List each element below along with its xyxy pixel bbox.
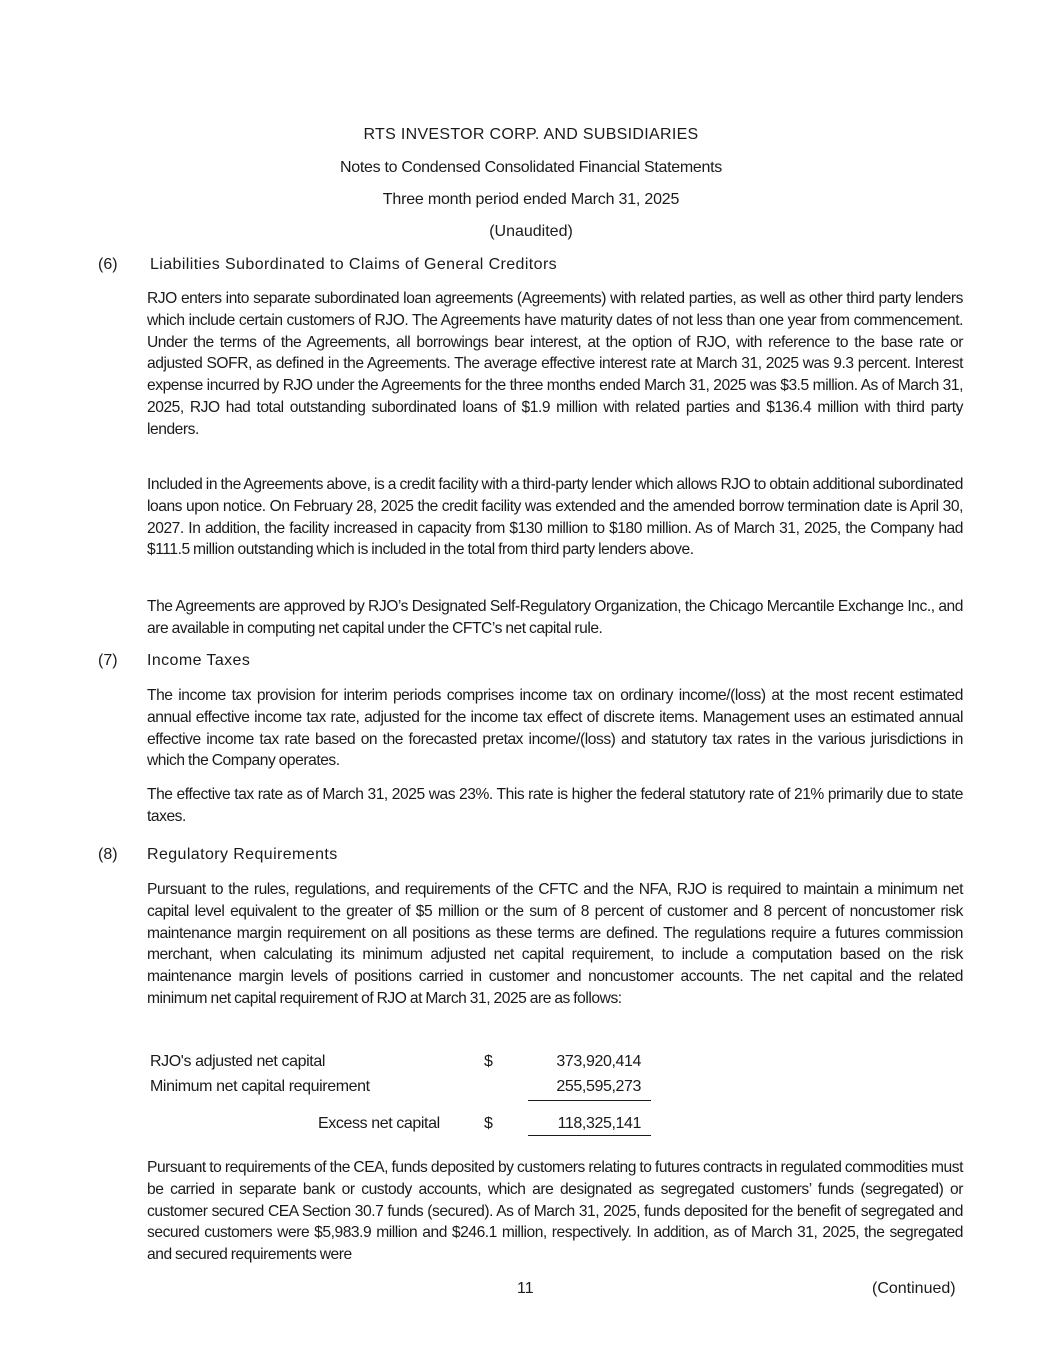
subtotal-rule: [528, 1100, 651, 1101]
total-label: Excess net capital: [318, 1115, 440, 1132]
section-number: (7): [98, 652, 118, 669]
paragraph: Included in the Agreements above, is a credit facility with a third-party lender which allows RJO to obtain additional subordinated loans upon notice. On February 28, 2025 the credit facility was extended and the amended borrow termination date is April 30, 2027. In addition, the facility increased in capacity from $130 million to $180 million. As of March 31, 2025, the Company had $111.5 million outstanding which is included in the total from third party lenders above.: [147, 476, 963, 559]
section-title: Liabilities Subordinated to Claims of General Creditors: [150, 256, 558, 273]
section-number: (8): [98, 846, 118, 863]
row-label: RJO's adjusted net capital: [150, 1053, 325, 1070]
section-title: Regulatory Requirements: [147, 846, 338, 863]
company-name: RTS INVESTOR CORP. AND SUBSIDIARIES: [363, 126, 699, 143]
paragraph: The income tax provision for interim periods comprises income tax on ordinary income/(loss) at the most recent estimated annual effective income tax rate, adjusted for the income tax effect of discrete items. Management uses an estimated annual effective income tax rate based on the forecasted pretax income/(loss) and statutory tax rates in the various jurisdictions in which the Company operates.: [147, 687, 963, 770]
row-value: 255,595,273: [556, 1078, 641, 1095]
page-number: 11: [517, 1280, 534, 1297]
paragraph: Pursuant to the rules, regulations, and requirements of the CFTC and the NFA, RJO is required to maintain a minimum net capital level equivalent to the greater of $5 million or the sum of 8 percent of customer and 8 percent of noncustomer risk maintenance margin requirement on all positions as these terms are defined. The regulations require a futures commission merchant, when calculating its minimum adjusted net capital requirement, to include a computation based on the risk maintenance margin levels of positions carried in customer and noncustomer accounts. The net capital and the related minimum net capital requirement of RJO at March 31, 2025 are as follows:: [147, 881, 963, 1007]
section-title: Income Taxes: [147, 652, 251, 669]
row-label: Minimum net capital requirement: [150, 1078, 370, 1095]
continued-label: (Continued): [872, 1280, 956, 1297]
currency-symbol: $: [484, 1115, 493, 1132]
total-underline: [528, 1135, 651, 1136]
currency-symbol: $: [484, 1053, 493, 1070]
section-number: (6): [98, 256, 118, 273]
paragraph: The Agreements are approved by RJO’s Designated Self-Regulatory Organization, the Chicago Mercantile Exchange Inc., and are available in computing net capital under the CFTC’s net capital rule.: [147, 598, 963, 637]
total-value: 118,325,141: [557, 1115, 641, 1132]
unaudited-label: (Unaudited): [489, 223, 573, 240]
row-value: 373,920,414: [556, 1053, 641, 1070]
paragraph: Pursuant to requirements of the CEA, funds deposited by customers relating to futures contracts in regulated commodities must be carried in separate bank or custody accounts, which are designated as segregated customers’ funds (segregated) or customer secured CEA Section 30.7 funds (secured). As of March 31, 2025, funds deposited for the benefit of segregated and secured customers were $5,983.9 million and $246.1 million, respectively. In addition, as of March 31, 2025, the segregated and secured requirements were: [147, 1159, 963, 1264]
statement-subtitle: Notes to Condensed Consolidated Financial Statements: [340, 159, 722, 176]
paragraph: The effective tax rate as of March 31, 2025 was 23%. This rate is higher the federal statutory rate of 21% primarily due to state taxes.: [147, 786, 963, 825]
paragraph: RJO enters into separate subordinated loan agreements (Agreements) with related parties, as well as other third party lenders which include certain customers of RJO. The Agreements have maturity dates of not less than one year from commencement. Under the terms of the Agreements, all borrowings bear interest, at the option of RJO, with reference to the base rate or adjusted SOFR, as defined in the Agreements. The average effective interest rate at March 31, 2025 was 9.3 percent. Interest expense incurred by RJO under the Agreements for the three months ended March 31, 2025 was $3.5 million. As of March 31, 2025, RJO had total outstanding subordinated loans of $1.9 million with related parties and $136.4 million with third party lenders.: [147, 290, 963, 438]
statement-period: Three month period ended March 31, 2025: [382, 191, 680, 208]
